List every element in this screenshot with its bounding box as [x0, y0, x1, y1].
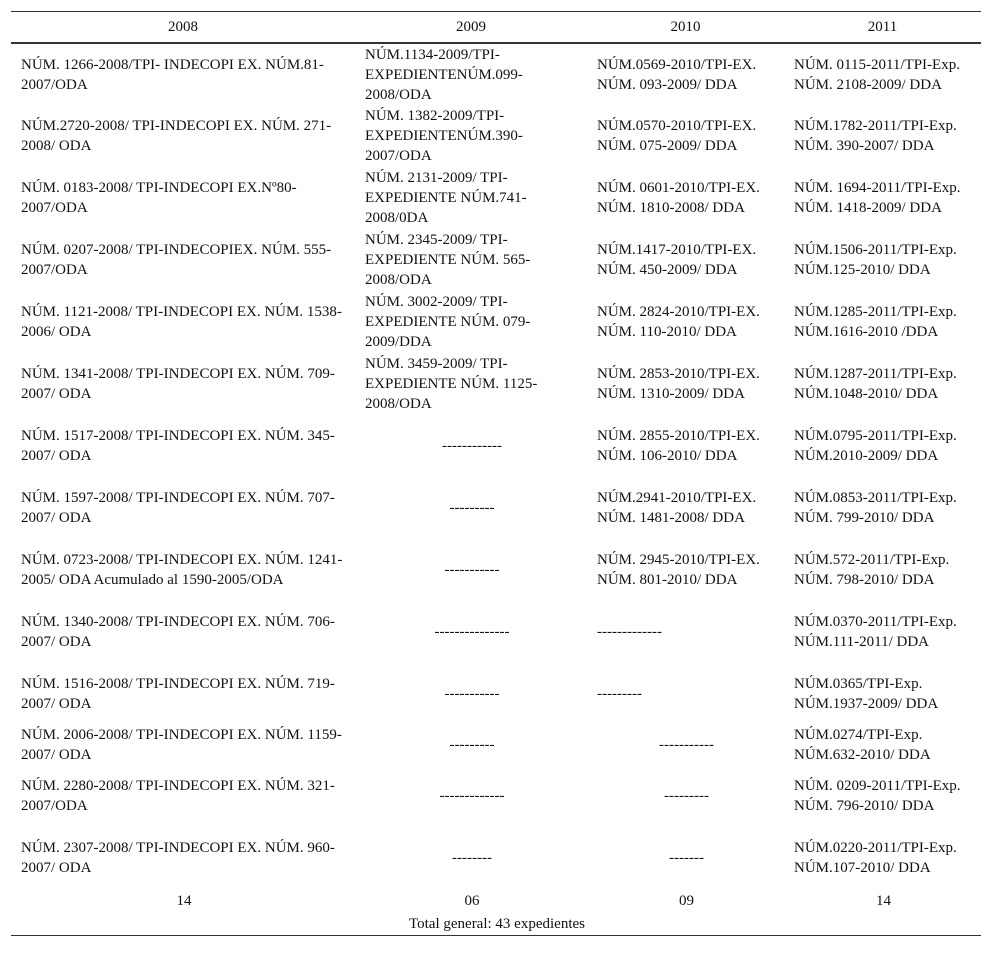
cell-2008: NÚM. 2280-2008/ TPI-INDECOPI EX. NÚM. 321-2007/ODA: [21, 778, 335, 814]
total-general: Total general: 43 expedientes: [11, 913, 981, 936]
header-2011: 2011: [784, 12, 981, 44]
cell-2011: NÚM.0370-2011/TPI-Exp. NÚM.111-2011/ DDA: [794, 614, 957, 650]
cell-2011: NÚM.0853-2011/TPI-Exp. NÚM. 799-2010/ DDA: [794, 490, 957, 526]
cell-2009: NÚM. 2345-2009/ TPI-EXPEDIENTE NÚM. 565-2008/ODA: [365, 232, 531, 288]
cell-2011: NÚM.1287-2011/TPI-Exp. NÚM.1048-2010/ DDA: [794, 366, 957, 402]
cell-2011: NÚM.0795-2011/TPI-Exp. NÚM.2010-2009/ DDA: [794, 428, 957, 464]
table-row: [11, 167, 981, 229]
cell-2008: NÚM.2720-2008/ TPI-INDECOPI EX. NÚM. 271-2008/ ODA: [21, 118, 332, 154]
cell-2009: NÚM. 1382-2009/TPI-EXPEDIENTENÚM.390-2007/ODA: [365, 108, 523, 164]
cell-2010: NÚM. 2855-2010/TPI-EX. NÚM. 106-2010/ DDA: [597, 428, 760, 464]
cell-2008: NÚM. 2307-2008/ TPI-INDECOPI EX. NÚM. 960-2007/ ODA: [21, 840, 335, 876]
table-row: [11, 415, 981, 477]
table-row: [11, 477, 981, 539]
cell-2009: -----------: [444, 686, 500, 702]
cell-2010: NÚM.0569-2010/TPI-EX. NÚM. 093-2009/ DDA: [597, 56, 757, 93]
count-2008: 14: [176, 893, 192, 909]
cell-2009: ---------------: [434, 624, 510, 640]
header-2010: 2010: [587, 12, 784, 44]
cell-2010: NÚM. 0601-2010/TPI-EX. NÚM. 1810-2008/ DDA: [597, 180, 760, 216]
cell-2010: NÚM.0570-2010/TPI-EX. NÚM. 075-2009/ DDA: [597, 118, 757, 154]
expedientes-table: [11, 11, 981, 936]
cell-2009: -----------: [444, 562, 500, 578]
table-row: [11, 765, 981, 827]
cell-2008: NÚM. 1121-2008/ TPI-INDECOPI EX. NÚM. 1538-2006/ ODA: [21, 304, 342, 340]
cell-2009: ------------: [442, 438, 502, 454]
cell-2008: NÚM. 1341-2008/ TPI-INDECOPI EX. NÚM. 709-2007/ ODA: [21, 366, 335, 402]
cell-2011: NÚM. 1694-2011/TPI-Exp. NÚM. 1418-2009/ DDA: [794, 180, 961, 216]
table-row: [11, 601, 981, 663]
counts-row: [11, 889, 981, 913]
cell-2010: ---------: [664, 788, 709, 804]
cell-2008: NÚM. 1517-2008/ TPI-INDECOPI EX. NÚM. 345-2007/ ODA: [21, 428, 335, 464]
table-row: [11, 539, 981, 601]
cell-2009: -------------: [439, 788, 505, 804]
table-row: [11, 229, 981, 291]
cell-2010: NÚM. 2945-2010/TPI-EX. NÚM. 801-2010/ DDA: [597, 552, 760, 588]
cell-2011: NÚM.1285-2011/TPI-Exp. NÚM.1616-2010 /DDA: [794, 304, 957, 340]
cell-2010: NÚM.2941-2010/TPI-EX. NÚM. 1481-2008/ DDA: [597, 490, 757, 526]
header-2008: 2008: [11, 12, 355, 44]
count-2011: 14: [876, 893, 891, 909]
table-row: [11, 105, 981, 167]
table-row: [11, 43, 981, 105]
table-row: [11, 353, 981, 415]
cell-2011: NÚM.0274/TPI-Exp. NÚM.632-2010/ DDA: [794, 727, 931, 763]
cell-2009: NÚM. 3459-2009/ TPI-EXPEDIENTE NÚM. 1125-2008/ODA: [365, 356, 538, 412]
cell-2011: NÚM.0220-2011/TPI-Exp. NÚM.107-2010/ DDA: [794, 840, 957, 876]
table-row: [11, 663, 981, 725]
cell-2010: NÚM. 2824-2010/TPI-EX. NÚM. 110-2010/ DDA: [597, 304, 760, 340]
cell-2011: NÚM. 0115-2011/TPI-Exp. NÚM. 2108-2009/ DDA: [794, 56, 960, 93]
cell-2008: NÚM. 1340-2008/ TPI-INDECOPI EX. NÚM. 706-2007/ ODA: [21, 614, 335, 650]
cell-2010: -------------: [597, 624, 662, 640]
cell-2010: NÚM. 2853-2010/TPI-EX. NÚM. 1310-2009/ DDA: [597, 366, 760, 402]
cell-2009: ---------: [449, 500, 495, 516]
cell-2008: NÚM. 1597-2008/ TPI-INDECOPI EX. NÚM. 707-2007/ ODA: [21, 490, 335, 526]
cell-2010: -----------: [659, 737, 714, 753]
cell-2008: NÚM. 1266-2008/TPI- INDECOPI EX. NÚM.81-2007/ODA: [21, 56, 324, 93]
total-row: [11, 913, 981, 936]
cell-2008: NÚM. 0723-2008/ TPI-INDECOPI EX. NÚM. 1241-2005/ ODA Acumulado al 1590-2005/ODA: [21, 552, 343, 588]
cell-2010: -------: [669, 850, 704, 866]
cell-2009: NÚM. 2131-2009/ TPI-EXPEDIENTE NÚM.741-2008/0DA: [365, 170, 527, 226]
cell-2011: NÚM.572-2011/TPI-Exp. NÚM. 798-2010/ DDA: [794, 552, 950, 588]
table-row: [11, 827, 981, 889]
count-2009: 06: [464, 893, 480, 909]
header-2009: 2009: [355, 12, 587, 44]
table-row: [11, 725, 981, 765]
cell-2011: NÚM.0365/TPI-Exp. NÚM.1937-2009/ DDA: [794, 676, 939, 712]
cell-2008: NÚM. 2006-2008/ TPI-INDECOPI EX. NÚM. 1159-2007/ ODA: [21, 727, 342, 763]
cell-2009: NÚM. 3002-2009/ TPI-EXPEDIENTE NÚM. 079-2009/DDA: [365, 294, 531, 350]
cell-2011: NÚM. 0209-2011/TPI-Exp. NÚM. 796-2010/ DDA: [794, 778, 961, 814]
header-row: [11, 12, 981, 44]
cell-2009: NÚM.1134-2009/TPI-EXPEDIENTENÚM.099-2008/ODA: [365, 46, 523, 103]
cell-2008: NÚM. 0207-2008/ TPI-INDECOPIEX. NÚM. 555-2007/ODA: [21, 242, 332, 278]
count-2010: 09: [679, 893, 694, 909]
cell-2009: ---------: [449, 737, 495, 753]
cell-2008: NÚM. 1516-2008/ TPI-INDECOPI EX. NÚM. 719-2007/ ODA: [21, 676, 335, 712]
cell-2009: --------: [452, 850, 492, 866]
cell-2008: NÚM. 0183-2008/ TPI-INDECOPI EX.Nº80-2007/ODA: [21, 180, 297, 216]
cell-2010: NÚM.1417-2010/TPI-EX. NÚM. 450-2009/ DDA: [597, 242, 757, 278]
cell-2011: NÚM.1782-2011/TPI-Exp. NÚM. 390-2007/ DDA: [794, 118, 957, 154]
cell-2010: ---------: [597, 686, 642, 702]
cell-2011: NÚM.1506-2011/TPI-Exp. NÚM.125-2010/ DDA: [794, 242, 957, 278]
table-row: [11, 291, 981, 353]
